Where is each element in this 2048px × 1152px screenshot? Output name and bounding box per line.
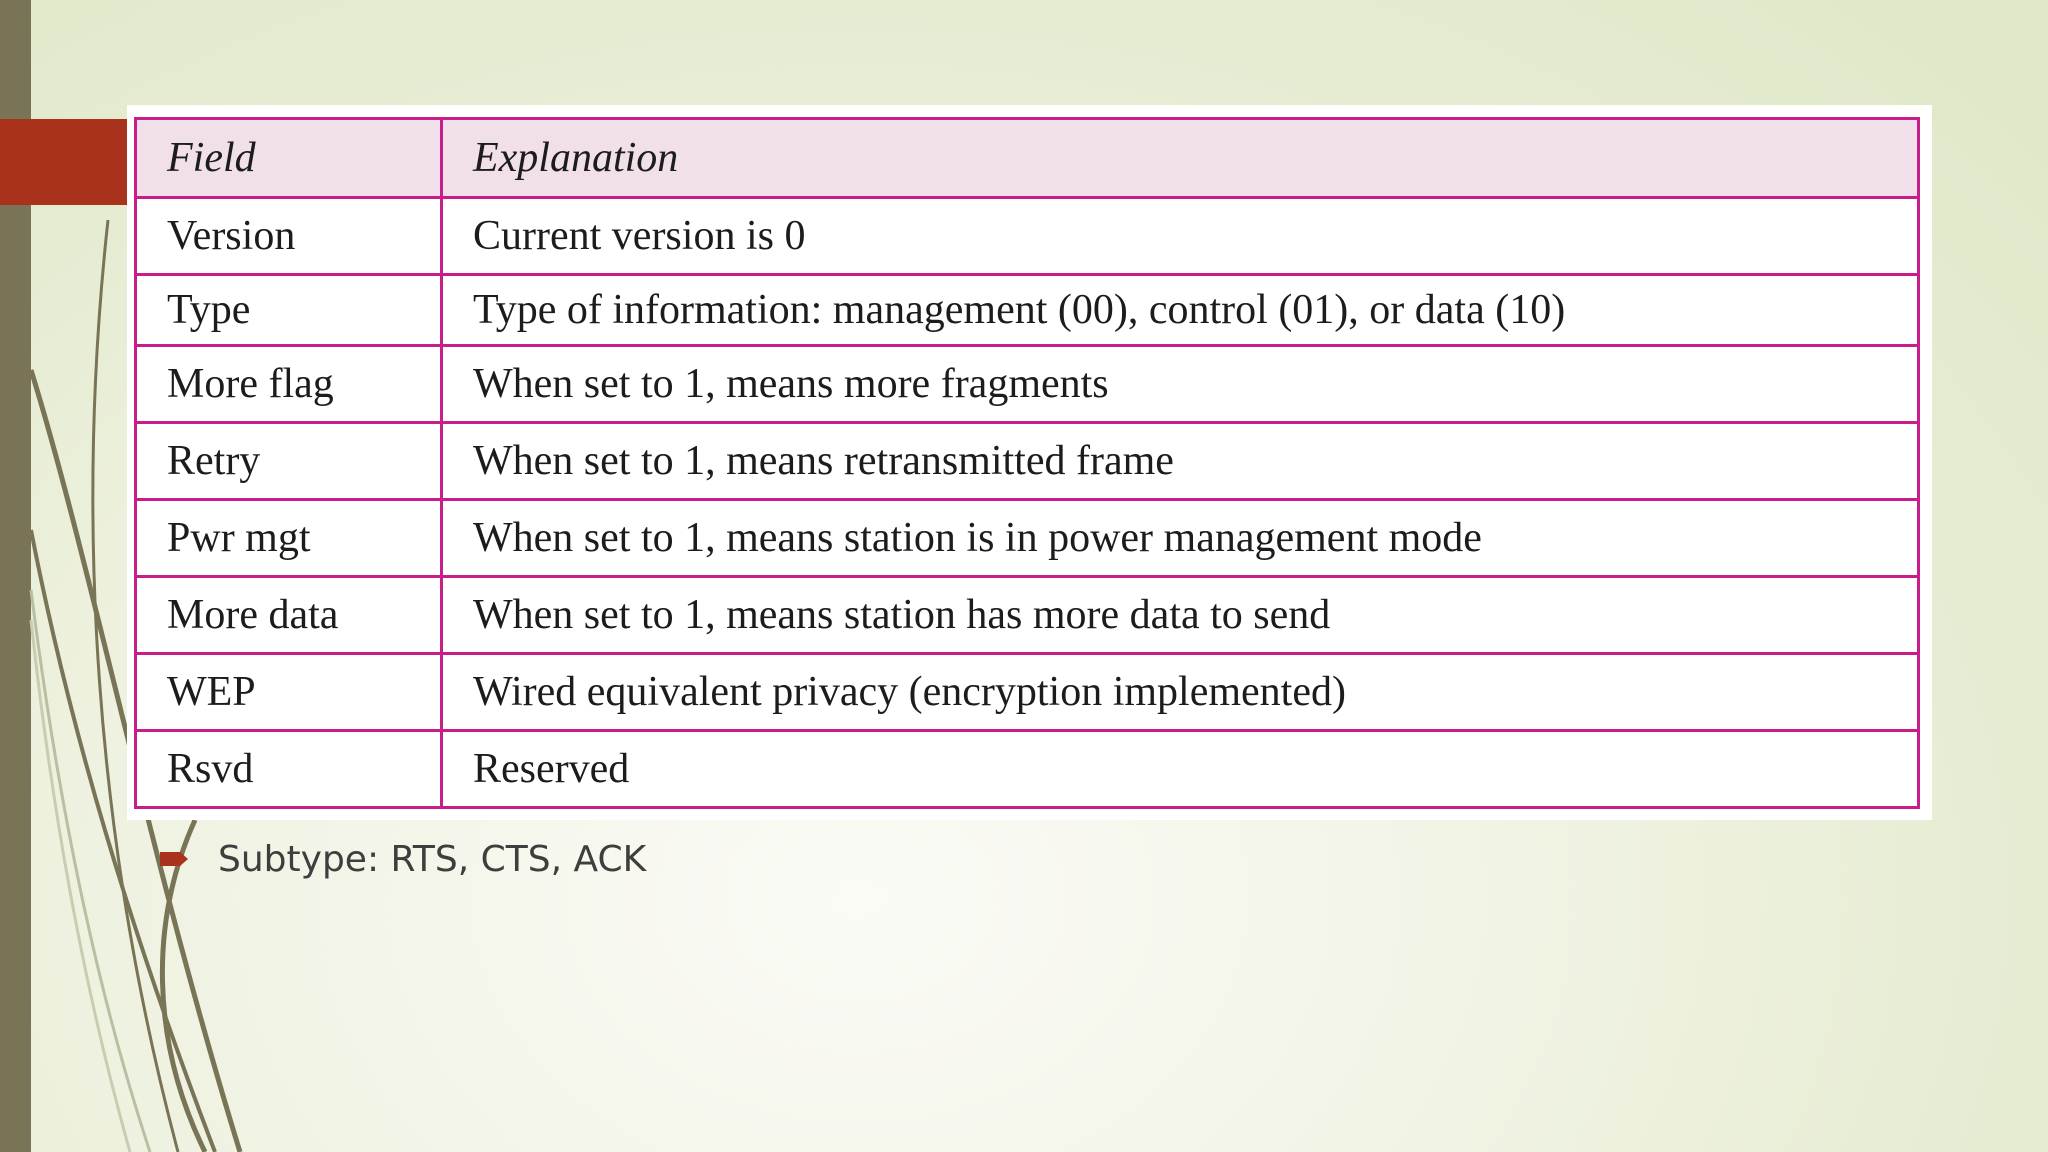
frame-control-fields-table	[134, 117, 1920, 809]
field-cell: Retry	[136, 423, 442, 500]
explanation-cell: Type of information: management (00), control (01), or data (10)	[442, 275, 1919, 346]
explanation-cell: When set to 1, means retransmitted frame	[442, 423, 1919, 500]
bullet-text: Subtype: RTS, CTS, ACK	[218, 838, 647, 880]
table-row	[136, 654, 1919, 731]
explanation-cell: Reserved	[442, 731, 1919, 808]
field-cell: Type	[136, 275, 442, 346]
table-header-row	[136, 119, 1919, 198]
table-row	[136, 500, 1919, 577]
table-row	[136, 731, 1919, 808]
header-field: Field	[136, 119, 442, 198]
field-cell: Rsvd	[136, 731, 442, 808]
explanation-cell: When set to 1, means station is in power management mode	[442, 500, 1919, 577]
header-explanation: Explanation	[442, 119, 1919, 198]
table-row	[136, 577, 1919, 654]
field-cell: More data	[136, 577, 442, 654]
explanation-cell: When set to 1, means station has more data to send	[442, 577, 1919, 654]
table-row	[136, 198, 1919, 275]
explanation-cell: Current version is 0	[442, 198, 1919, 275]
field-cell: Pwr mgt	[136, 500, 442, 577]
table-row	[136, 346, 1919, 423]
accent-tab	[0, 119, 128, 205]
arrow-bullet-icon	[160, 848, 190, 870]
field-cell: WEP	[136, 654, 442, 731]
field-cell: Version	[136, 198, 442, 275]
explanation-cell: Wired equivalent privacy (encryption implemented)	[442, 654, 1919, 731]
table-row	[136, 275, 1919, 346]
explanation-cell: When set to 1, means more fragments	[442, 346, 1919, 423]
table-row	[136, 423, 1919, 500]
bullet-list-item	[160, 834, 646, 884]
field-cell: More flag	[136, 346, 442, 423]
